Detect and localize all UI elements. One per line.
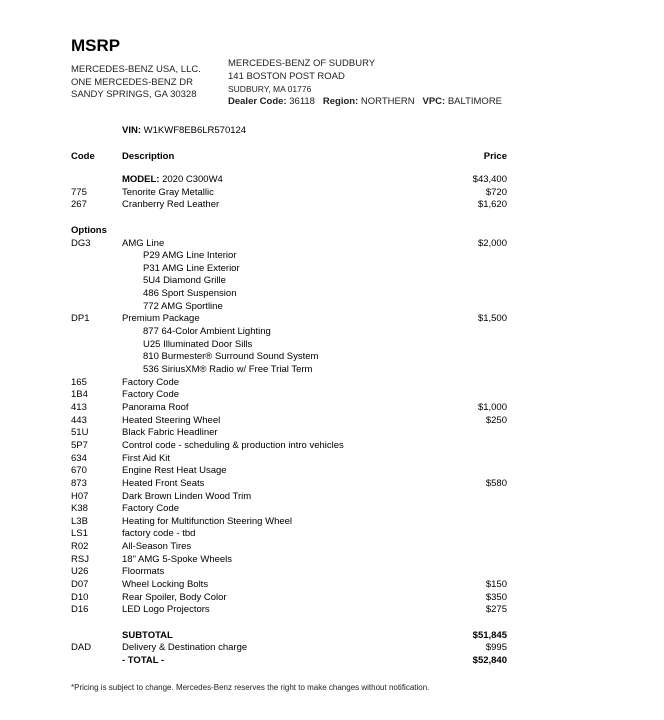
- vin-line: [122, 125, 246, 136]
- region-label: Region:: [322, 95, 359, 107]
- line-item-description: AMG Line: [122, 237, 165, 249]
- line-item-description: SUBTOTAL: [122, 629, 173, 641]
- line-item-description: Factory Code: [122, 376, 180, 388]
- line-item-row: [0, 478, 664, 491]
- options-heading: Options: [71, 225, 107, 236]
- line-item-row: [0, 465, 664, 478]
- pricing-footnote: *Pricing is subject to change. Mercedes-Benz reserves the right to make changes without notification.: [71, 683, 430, 692]
- line-item-description: 877 64-Color Ambient Lighting: [143, 326, 271, 338]
- line-item-code: K38: [71, 503, 88, 515]
- region: NORTHERN: [360, 95, 415, 107]
- line-item-description: Rear Spoiler, Body Color: [122, 591, 227, 603]
- page-title: MSRP: [71, 36, 121, 55]
- line-item-description: 536 SiriusXM® Radio w/ Free Trial Term: [143, 364, 313, 375]
- line-item-description: First Aid Kit: [122, 452, 171, 464]
- line-item-row: [0, 528, 664, 541]
- line-item-price: $350: [485, 591, 507, 603]
- line-item-description: Delivery & Destination charge: [122, 642, 248, 654]
- dealer-address: [228, 58, 502, 108]
- line-item-code: DP1: [71, 313, 90, 325]
- manufacturer-line: SANDY SPRINGS, GA 30328: [71, 89, 197, 100]
- line-item-code: H07: [71, 490, 89, 502]
- line-item-row: [0, 263, 664, 276]
- line-item-code: DAD: [71, 642, 92, 654]
- line-item-description: Heated Steering Wheel: [122, 414, 221, 426]
- line-item-row: [0, 440, 664, 453]
- line-item-row: [0, 326, 664, 339]
- line-item-description: Factory Code: [122, 503, 180, 515]
- line-item-code: L3B: [71, 515, 88, 527]
- line-item-code: RSJ: [71, 553, 89, 565]
- line-item-description: factory code - tbd: [122, 528, 196, 540]
- line-item-description: Heated Front Seats: [122, 477, 205, 489]
- dealer-code: 36118: [289, 95, 315, 107]
- line-item-description: Black Fabric Headliner: [122, 427, 218, 439]
- line-item-row: [0, 377, 664, 390]
- line-item-row: [0, 351, 664, 364]
- line-item-description: 18" AMG 5-Spoke Wheels: [122, 553, 233, 565]
- line-item-description: LED Logo Projectors: [122, 604, 210, 616]
- line-item-code: 1B4: [71, 389, 88, 401]
- line-item-row: [0, 541, 664, 554]
- line-item-row: [0, 453, 664, 466]
- manufacturer-address: [71, 64, 201, 102]
- line-item-description: Wheel Locking Bolts: [122, 579, 209, 591]
- line-item-description: 5U4 Diamond Grille: [143, 275, 226, 287]
- line-item-description: Factory Code: [122, 389, 180, 401]
- line-item-code: R02: [71, 541, 89, 553]
- line-item-description: Dark Brown Linden Wood Trim: [122, 490, 252, 502]
- line-item-price: $150: [485, 579, 507, 591]
- line-item-row: [0, 364, 664, 377]
- line-item-description: Floormats: [122, 566, 165, 578]
- line-item-description: Tenorite Gray Metallic: [122, 186, 214, 198]
- line-item-price: $2,000: [477, 237, 507, 249]
- line-item-description: - TOTAL -: [122, 654, 165, 666]
- dealer-street: 141 BOSTON POST ROAD: [228, 70, 345, 82]
- line-item-description: U25 Illuminated Door Sills: [143, 338, 253, 350]
- line-item-price: $250: [485, 414, 507, 426]
- line-item-row: [0, 389, 664, 402]
- line-item-row: [0, 516, 664, 529]
- manufacturer-line: ONE MERCEDES-BENZ DR: [71, 76, 193, 88]
- vin-value: W1KWF8EB6LR570124: [143, 125, 247, 136]
- header-description: Description: [122, 151, 175, 162]
- line-item-row: [0, 554, 664, 567]
- line-item-description: 810 Burmester® Surround Sound System: [143, 351, 319, 363]
- line-item-price: $995: [485, 642, 507, 654]
- vpc-label: VPC:: [422, 95, 446, 107]
- line-item-description: P31 AMG Line Exterior: [143, 262, 240, 274]
- line-item-description: Heating for Multifunction Steering Wheel: [122, 515, 293, 527]
- dealer-name: MERCEDES-BENZ OF SUDBURY: [228, 58, 376, 69]
- line-item-code: U26: [71, 566, 89, 578]
- line-item-description: Premium Package: [122, 313, 200, 325]
- line-item-row: [0, 579, 664, 592]
- line-item-price: $1,500: [477, 313, 507, 325]
- line-item-row: [0, 199, 664, 212]
- line-item-price: $52,840: [472, 654, 507, 666]
- line-item-code: 775: [71, 186, 87, 198]
- vin-label: VIN:: [122, 125, 141, 136]
- line-item-row: [0, 415, 664, 428]
- header-code: Code: [71, 151, 95, 162]
- line-item-row: [0, 238, 664, 251]
- line-item-price: $720: [485, 186, 507, 198]
- line-item-price: $51,845: [472, 629, 507, 641]
- line-item-code: 670: [71, 465, 87, 477]
- line-item-row: [0, 592, 664, 605]
- line-item-code: DG3: [71, 237, 91, 249]
- line-item-row: [0, 655, 664, 668]
- line-item-row: [0, 427, 664, 440]
- line-item-code: 413: [71, 401, 87, 413]
- line-item-description: All-Season Tires: [122, 541, 192, 553]
- line-item-code: 5P7: [71, 439, 88, 451]
- line-item-price: $1,000: [477, 401, 507, 413]
- line-item-code: 51U: [71, 427, 89, 439]
- line-item-price: $580: [485, 477, 507, 489]
- line-item-description: Cranberry Red Leather: [122, 199, 220, 211]
- line-item-price: $275: [485, 604, 507, 616]
- dealer-code-label: Dealer Code:: [228, 95, 287, 107]
- line-item-code: D07: [71, 579, 89, 591]
- manufacturer-line: MERCEDES-BENZ USA, LLC.: [71, 64, 201, 75]
- line-item-row: [0, 288, 664, 301]
- dealer-info-line: [228, 96, 502, 109]
- line-item-code: 634: [71, 452, 87, 464]
- line-item-row: [0, 339, 664, 352]
- line-item-row: [0, 301, 664, 314]
- line-item-code: D10: [71, 591, 89, 603]
- line-item-description: P29 AMG Line Interior: [143, 250, 237, 262]
- dealer-city: SUDBURY, MA 01776: [228, 84, 312, 94]
- model-row: [0, 174, 664, 187]
- line-item-row: [0, 503, 664, 516]
- line-item-row: [0, 250, 664, 263]
- line-item-row: [0, 491, 664, 504]
- line-item-row: [0, 313, 664, 326]
- vpc: BALTIMORE: [447, 95, 503, 107]
- line-item-row: [0, 630, 664, 643]
- model-description: [122, 174, 223, 185]
- line-item-description: Control code - scheduling & production intro vehicles: [122, 439, 344, 451]
- line-item-code: 267: [71, 199, 87, 211]
- line-item-description: 772 AMG Sportline: [143, 300, 223, 312]
- line-item-code: D16: [71, 604, 89, 616]
- line-item-price: $1,620: [477, 199, 507, 211]
- model-value: 2020 C300W4: [162, 174, 223, 185]
- model-price: $43,400: [472, 174, 507, 185]
- model-label: MODEL:: [122, 174, 160, 185]
- line-item-row: [0, 187, 664, 200]
- line-item-description: Engine Rest Heat Usage: [122, 465, 227, 477]
- line-item-code: LS1: [71, 528, 88, 540]
- line-item-row: [0, 402, 664, 415]
- header-price: Price: [483, 151, 507, 162]
- line-item-row: [0, 604, 664, 617]
- line-item-row: [0, 275, 664, 288]
- line-item-description: Panorama Roof: [122, 401, 189, 413]
- line-item-row: [0, 642, 664, 655]
- line-item-code: 165: [71, 376, 87, 388]
- line-item-description: 486 Sport Suspension: [143, 288, 237, 300]
- line-item-row: [0, 566, 664, 579]
- line-item-code: 873: [71, 477, 87, 489]
- line-item-code: 443: [71, 414, 87, 426]
